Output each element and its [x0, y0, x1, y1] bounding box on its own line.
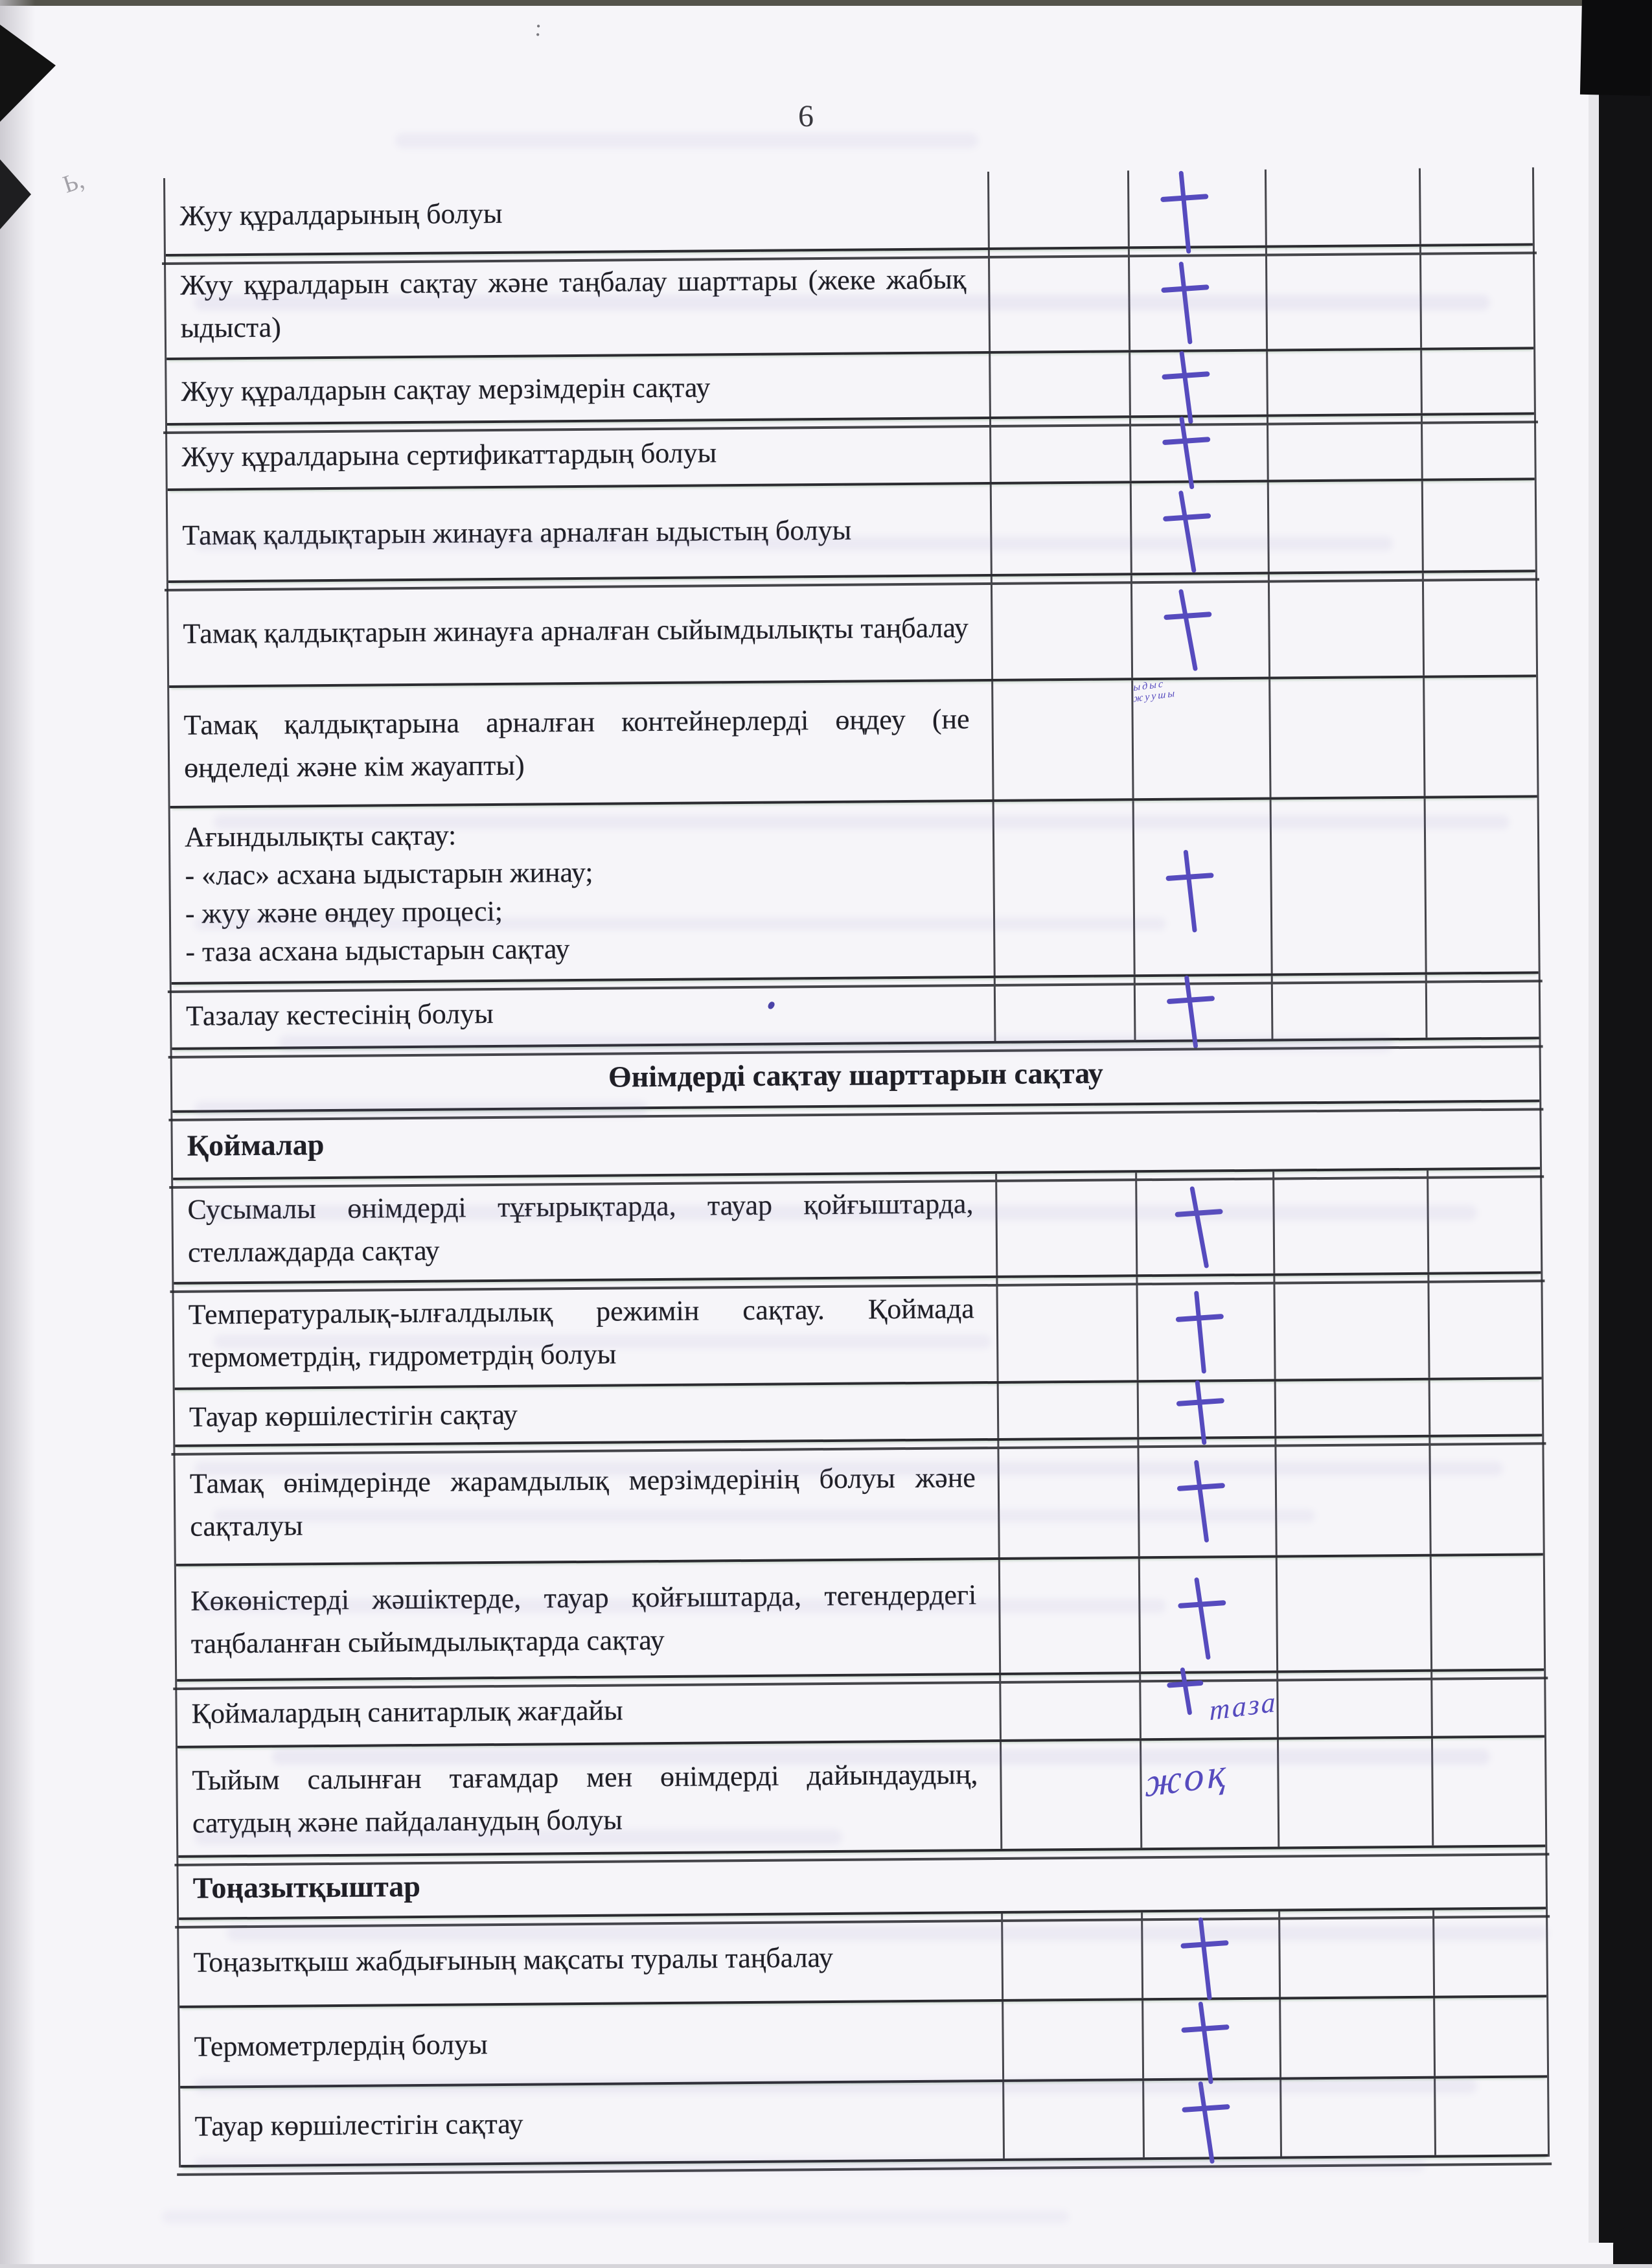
- value-cell: [1430, 1436, 1543, 1553]
- result-cell: [1141, 1673, 1279, 1739]
- item-text: Температуралық-ылғалдылық режимін сақтау. Қоймада термометрдің, гидрометрдің болуы: [188, 1292, 974, 1373]
- result-cell: [1143, 1912, 1281, 1999]
- handwritten-note: жоқ: [1144, 1750, 1230, 1806]
- item-text-cell: [168, 485, 992, 580]
- plus-horizontal-stroke: [1160, 194, 1208, 202]
- section-title: Қоймалар: [187, 1127, 325, 1162]
- plus-horizontal-stroke: [1167, 1680, 1203, 1688]
- result-cell: [1139, 1439, 1277, 1557]
- result-cell: [1133, 680, 1271, 799]
- result-cell: [1140, 1558, 1278, 1672]
- section-title: Тоңазытқыштар: [192, 1869, 421, 1905]
- item-text-cell: [169, 682, 994, 806]
- value-cell: [1281, 2079, 1436, 2157]
- table-row: [168, 572, 1536, 688]
- value-cell: [991, 352, 1131, 417]
- plus-horizontal-stroke: [1162, 371, 1210, 380]
- value-cell: [1430, 1379, 1543, 1434]
- bleed-through-smudge: [395, 133, 978, 148]
- plus-horizontal-stroke: [1177, 1483, 1225, 1491]
- plus-vertical-stroke: [1198, 2002, 1213, 2085]
- value-cell: [1432, 1671, 1544, 1735]
- value-cell: [1268, 416, 1423, 480]
- plus-vertical-stroke: [1194, 1577, 1211, 1660]
- value-cell: [1427, 974, 1539, 1037]
- item-text: Жуу құралдарын сақтау және таңбалау шарттары (жеке жабық ыдыста): [180, 263, 967, 344]
- item-text: Тамақ қалдықтарын жинауға арналған сыйымдылықты таңбалау: [183, 612, 969, 650]
- stray-mark: :: [534, 14, 543, 41]
- value-cell: [1272, 799, 1427, 974]
- item-text-cell: [178, 1742, 1002, 1855]
- value-cell: [1273, 975, 1428, 1039]
- plus-horizontal-stroke: [1165, 873, 1213, 881]
- handwritten-plus-mark: [1182, 2081, 1230, 2164]
- result-cell: [1136, 976, 1274, 1040]
- checklist-table: [163, 167, 1550, 2168]
- handwritten-plus-mark: [1167, 975, 1215, 1049]
- value-cell: [1002, 1741, 1142, 1849]
- plus-vertical-stroke: [1195, 1380, 1206, 1445]
- handwritten-plus-mark: [1165, 849, 1214, 933]
- value-cell: [1423, 415, 1535, 478]
- plus-vertical-stroke: [1179, 417, 1195, 490]
- value-cell: [989, 170, 1130, 247]
- value-cell: [1270, 678, 1425, 797]
- value-cell: [997, 1173, 1138, 1276]
- plus-vertical-stroke: [1198, 2081, 1215, 2164]
- section-row: [178, 1847, 1546, 1920]
- result-cell: [1141, 1740, 1279, 1848]
- result-cell: [1137, 1172, 1275, 1275]
- plus-vertical-stroke: [1179, 351, 1193, 424]
- handwritten-plus-mark: [1164, 588, 1212, 672]
- table-row: [177, 1671, 1544, 1748]
- value-cell: [1276, 1380, 1431, 1436]
- scanner-edge-strip: [0, 2264, 1652, 2268]
- item-text: Жуу құралдарының болуы: [179, 197, 503, 232]
- plus-vertical-stroke: [1178, 262, 1192, 345]
- plus-horizontal-stroke: [1176, 1314, 1224, 1322]
- value-cell: [1426, 797, 1539, 972]
- table-row: [167, 415, 1535, 491]
- plus-vertical-stroke: [1189, 1186, 1209, 1268]
- value-cell: [1279, 1739, 1434, 1847]
- table-row: [180, 2078, 1548, 2168]
- value-cell: [1428, 1169, 1541, 1272]
- item-text: Тамақ қалдықтарына арналған контейнерлерді өңдеу (не өңделеді және кім жауапты): [183, 703, 970, 784]
- table-row: [178, 1737, 1545, 1858]
- item-text: [185, 812, 972, 971]
- item-text-cell: [166, 250, 991, 358]
- value-cell: [1434, 1909, 1546, 1995]
- plus-vertical-stroke: [1198, 1917, 1211, 2000]
- handwritten-plus-mark: [1160, 170, 1209, 254]
- handwritten-plus-mark: [1162, 416, 1211, 490]
- item-text-cell: [179, 1914, 1004, 2006]
- value-cell: [1432, 1555, 1544, 1669]
- value-cell: [1280, 1910, 1435, 1997]
- value-cell: [1436, 2078, 1548, 2155]
- item-text: Жуу құралдарына сертификаттардың болуы: [181, 436, 717, 473]
- handwritten-plus-mark: [1181, 2001, 1230, 2085]
- handwritten-note: таза: [1209, 1686, 1278, 1727]
- plus-horizontal-stroke: [1162, 437, 1210, 445]
- value-cell: [1435, 1997, 1547, 2076]
- handwritten-plus-mark: [1177, 1460, 1226, 1543]
- value-cell: [1004, 2081, 1145, 2159]
- table-row: [168, 480, 1535, 583]
- value-cell: [1433, 1737, 1545, 1845]
- item-text: Тыйым салынған тағамдар мен өнімдерді дайындаудың, сатудың және пайдаланудың болуы: [192, 1758, 978, 1839]
- value-cell: [1421, 246, 1533, 347]
- table-row: [170, 797, 1539, 985]
- result-cell: [1132, 483, 1270, 573]
- section-title-cell: [172, 1102, 1540, 1178]
- value-cell: [1422, 349, 1534, 413]
- value-cell: [1425, 677, 1537, 796]
- handwritten-plus-mark: [1176, 1290, 1224, 1374]
- result-cell: [1138, 1276, 1276, 1380]
- item-text-cell: [179, 2002, 1004, 2086]
- paper-edge-shadow: [0, 0, 41, 2268]
- handwritten-plus-mark: [1163, 490, 1211, 573]
- value-cell: [1421, 167, 1533, 244]
- item-text-line: - жуу және өңдеу процесі;: [185, 895, 503, 930]
- result-cell: [1132, 575, 1270, 678]
- item-text: Тауар көршілестігін сақтау: [194, 2107, 523, 2142]
- item-text: Тамақ қалдықтарын жинауға арналған ыдыстың болуы: [182, 514, 852, 551]
- value-cell: [992, 575, 1133, 679]
- item-text-line: - таза асхана ыдыстарын сақтау: [185, 933, 570, 968]
- value-cell: [992, 483, 1132, 574]
- value-cell: [1276, 1438, 1431, 1555]
- handwritten-note: ыдыс жуушы: [1133, 678, 1177, 705]
- handwritten-plus-mark: [1178, 1577, 1226, 1660]
- scanner-black-band: [1599, 0, 1652, 2243]
- plus-horizontal-stroke: [1164, 612, 1211, 620]
- plus-horizontal-stroke: [1178, 1600, 1226, 1609]
- table-row: [165, 167, 1533, 257]
- value-cell: [1269, 481, 1424, 572]
- table-row: [179, 1909, 1546, 2008]
- item-text-cell: [168, 577, 993, 685]
- item-text: Жуу құралдарын сақтау мерзімдерін сақтау: [181, 371, 711, 407]
- value-cell: [1281, 1999, 1436, 2078]
- page-number: 6: [798, 99, 814, 133]
- item-text: Қоймалардың санитарлық жағдайы: [191, 1694, 623, 1730]
- result-cell: [1134, 800, 1273, 975]
- table-row: [174, 1274, 1541, 1390]
- section-title-cell: [178, 1847, 1546, 1918]
- item-text: Тамақ өнімдерінде жарамдылық мерзімдерінің болуы және сақталуы: [189, 1461, 976, 1542]
- table-row: [166, 349, 1534, 426]
- value-cell: [999, 1382, 1140, 1438]
- plus-vertical-stroke: [1194, 1290, 1206, 1373]
- plus-horizontal-stroke: [1181, 2024, 1229, 2033]
- plus-vertical-stroke: [1180, 1667, 1192, 1715]
- result-cell: [1139, 1382, 1277, 1438]
- item-text-line: - «лас» асхана ыдыстарын жинау;: [185, 856, 593, 891]
- value-cell: [1267, 247, 1422, 349]
- value-cell: [1275, 1275, 1430, 1379]
- result-cell: [1143, 2000, 1281, 2079]
- plus-horizontal-stroke: [1175, 1209, 1222, 1217]
- handwritten-plus-mark: [1176, 1380, 1225, 1445]
- item-text-cell: [177, 1675, 1002, 1746]
- scanner-black-band: [1613, 2226, 1652, 2268]
- value-cell: [1003, 1912, 1143, 1999]
- table-row: [169, 677, 1537, 808]
- plus-vertical-stroke: [1178, 589, 1198, 671]
- item-text-cell: [175, 1441, 1000, 1564]
- table-row: [176, 1555, 1544, 1682]
- handwritten-plus-mark: [1167, 1667, 1204, 1715]
- value-cell: [990, 249, 1130, 351]
- value-cell: [998, 1277, 1138, 1381]
- value-cell: [1268, 350, 1423, 415]
- item-text-cell: [170, 802, 996, 982]
- value-cell: [1001, 1674, 1141, 1739]
- handwritten-plus-mark: [1180, 1917, 1229, 2000]
- table-row: [172, 974, 1539, 1050]
- item-text-cell: [167, 419, 992, 488]
- plus-horizontal-stroke: [1161, 284, 1209, 293]
- table-row: [175, 1379, 1543, 1447]
- plus-horizontal-stroke: [1163, 513, 1211, 521]
- item-text: Тоңазытқыш жабдығының мақсаты туралы таңбалау: [193, 1941, 834, 1978]
- plus-vertical-stroke: [1194, 1460, 1210, 1543]
- plus-horizontal-stroke: [1180, 1940, 1228, 1949]
- result-cell: [1130, 248, 1268, 350]
- plus-vertical-stroke: [1184, 850, 1197, 933]
- item-text: Тауар көршілестігін сақтау: [189, 1398, 518, 1433]
- item-text-cell: [165, 172, 990, 254]
- plus-horizontal-stroke: [1182, 2104, 1230, 2113]
- section-title: Өнімдерді сақтау шарттарын сақтау: [608, 1056, 1103, 1094]
- pen-scribble: Ь,: [60, 166, 87, 199]
- plus-vertical-stroke: [1178, 490, 1197, 573]
- item-text-cell: [174, 1278, 998, 1388]
- result-cell: [1129, 170, 1267, 247]
- value-cell: [1274, 1171, 1429, 1274]
- plus-vertical-stroke: [1184, 976, 1199, 1049]
- item-text-cell: [172, 978, 996, 1048]
- result-cell: [1131, 417, 1269, 481]
- result-cell: [1130, 352, 1268, 416]
- scanner-black-band: [1580, 0, 1652, 96]
- handwritten-plus-mark: [1161, 261, 1210, 345]
- plus-horizontal-stroke: [1176, 1398, 1224, 1406]
- scanner-edge-strip: [0, 0, 1652, 6]
- value-cell: [1267, 168, 1421, 246]
- value-cell: [999, 1439, 1140, 1557]
- plus-vertical-stroke: [1178, 171, 1191, 254]
- value-cell: [1278, 1557, 1432, 1671]
- result-cell: [1144, 2080, 1282, 2158]
- table-row: [166, 246, 1533, 360]
- item-text: Термометрлердің болуы: [194, 2028, 488, 2063]
- item-text: Сусымалы өнімдерді тұғырықтарда, тауар қойғыштарда, стеллаждарда сақтау: [187, 1187, 974, 1268]
- section-row: [172, 1102, 1540, 1180]
- value-cell: [993, 680, 1134, 799]
- value-cell: [1270, 573, 1425, 677]
- item-text-cell: [176, 1560, 1001, 1679]
- section-title-cell: [172, 1039, 1540, 1110]
- item-text-cell: [175, 1384, 1000, 1445]
- plus-horizontal-stroke: [1167, 996, 1215, 1004]
- value-cell: [991, 418, 1132, 482]
- value-cell: [994, 801, 1136, 976]
- item-text: Көкөністерді жәшіктерде, тауар қойғыштарда, тегендердегі таңбаланған сыйымдылықтарда сақтау: [190, 1579, 977, 1660]
- item-text-cell: [166, 354, 991, 423]
- item-text-cell: [180, 2082, 1005, 2165]
- item-text-line: Ағындылықты сақтау:: [184, 819, 457, 853]
- value-cell: [1423, 480, 1535, 570]
- item-text: Тазалау кестесінің болуы: [185, 997, 494, 1032]
- table-row: [179, 1997, 1547, 2089]
- bleed-through-smudge: [162, 2210, 1069, 2223]
- value-cell: [996, 977, 1136, 1041]
- handwritten-plus-mark: [1162, 350, 1210, 424]
- value-cell: [1429, 1274, 1541, 1377]
- value-cell: [1000, 1559, 1141, 1673]
- value-cell: [1424, 572, 1536, 675]
- section-row: [172, 1039, 1540, 1113]
- value-cell: [1004, 2000, 1144, 2079]
- table-row: [175, 1436, 1543, 1566]
- handwritten-plus-mark: [1175, 1186, 1223, 1269]
- item-text-cell: [173, 1174, 998, 1282]
- table-row: [173, 1169, 1541, 1285]
